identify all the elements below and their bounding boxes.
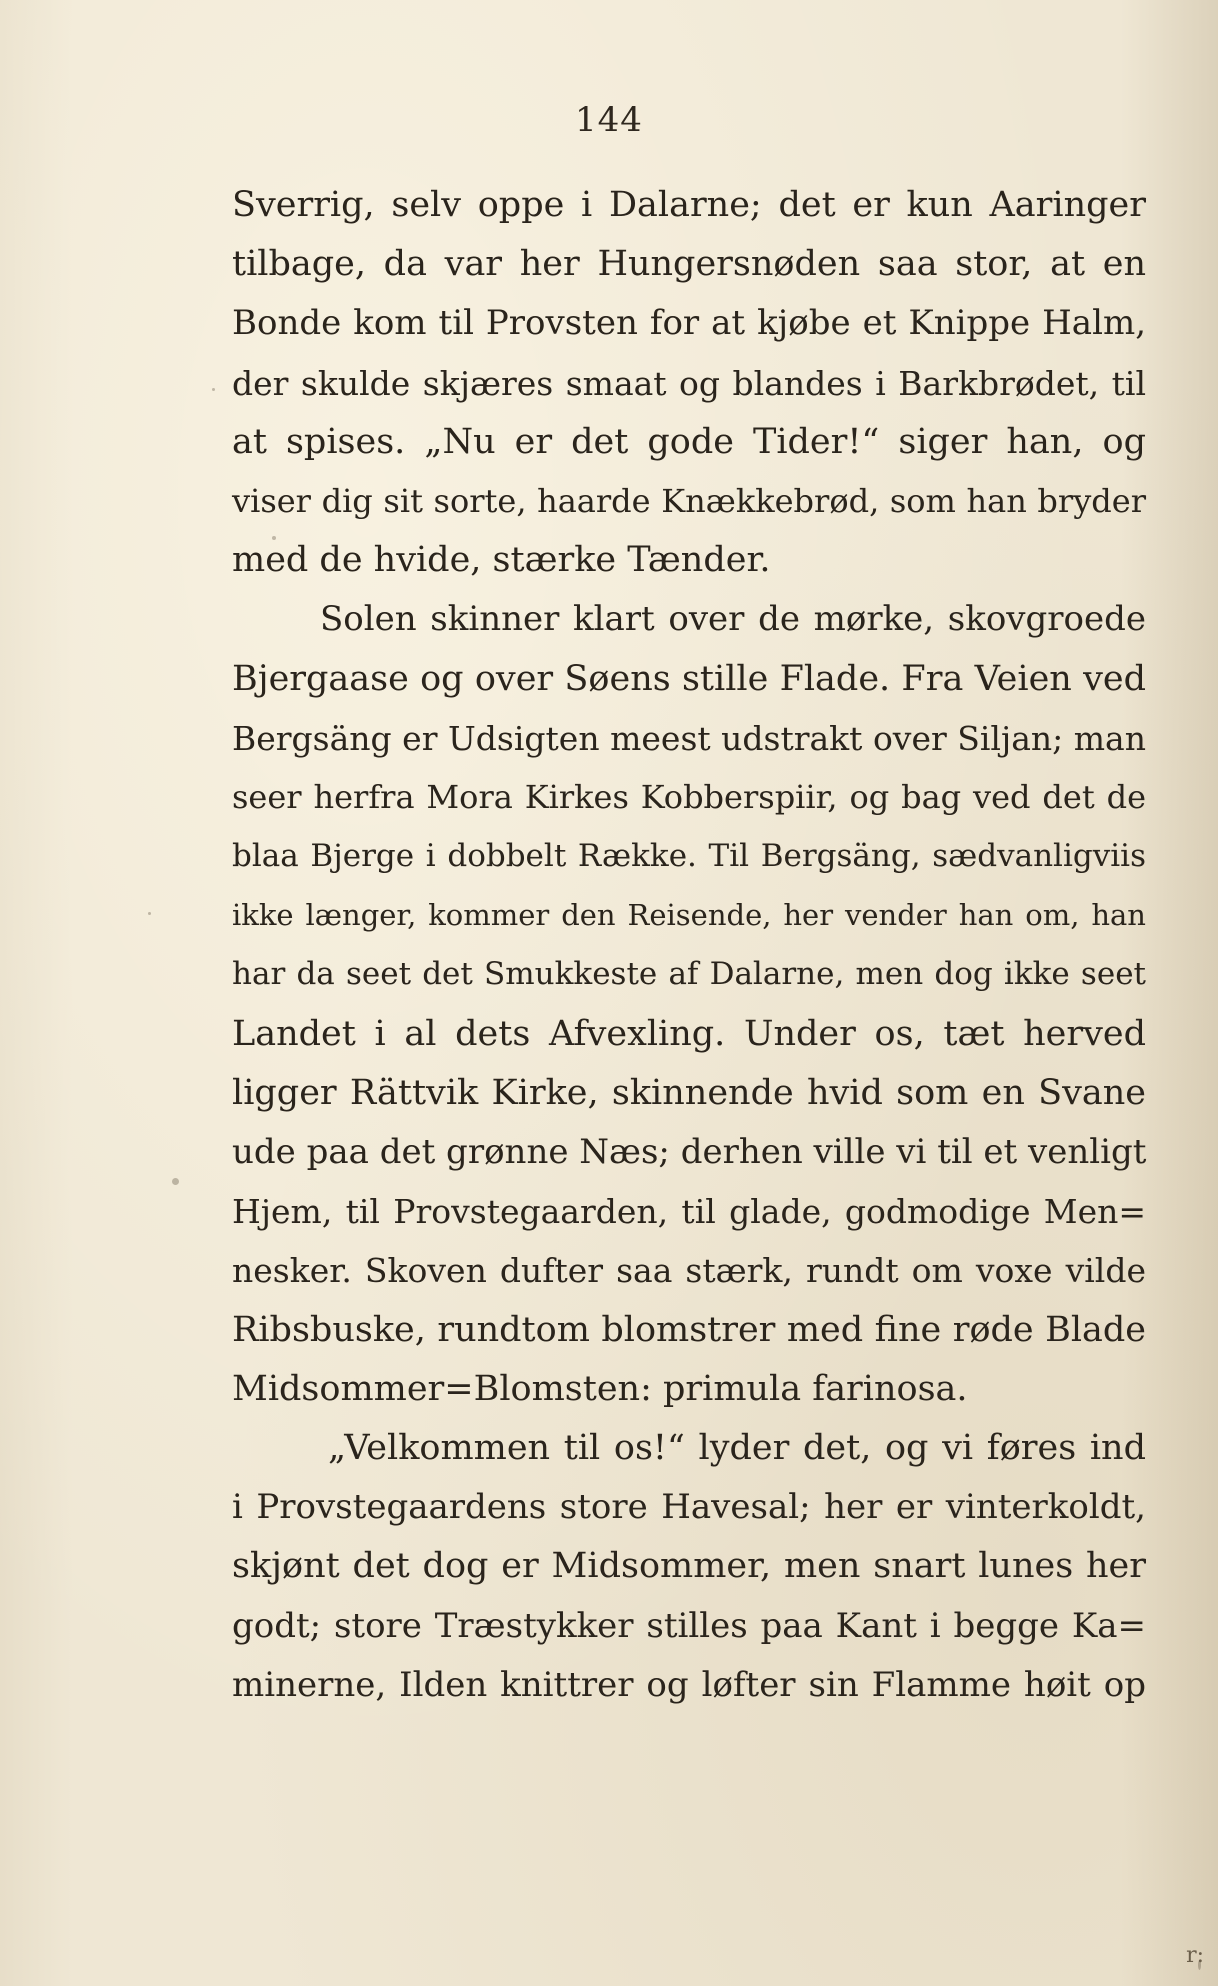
text-line: seer herfra Mora Kirkes Kobberspiir, og bag ved det de — [232, 777, 1146, 816]
text-line: minerne, Ilden knittrer og løfter sin Flamme høit op — [232, 1664, 1146, 1705]
text-line: i Provstegaardens store Havesal; her er vinterkoldt, — [232, 1487, 1146, 1528]
text-line: ligger Rättvik Kirke, skinnende hvid som en Svane — [232, 1072, 1146, 1113]
paper-speck — [172, 1178, 179, 1185]
paper-speck — [212, 388, 215, 391]
page-number: 144 — [575, 100, 643, 140]
text-line: Hjem, til Provstegaarden, til glade, godmodige Men= — [232, 1192, 1146, 1232]
text-line: har da seet det Smukkeste af Dalarne, men dog ikke seet — [232, 956, 1146, 993]
text-line: ude paa det grønne Næs; derhen ville vi til et venligt — [232, 1132, 1147, 1172]
paragraph-start-line: „Velkommen til os!“ lyder det, og vi føres ind — [328, 1427, 1146, 1468]
text-line: tilbage, da var her Hungersnøden saa stor, at en — [232, 244, 1146, 285]
paragraph-end-line: med de hvide, stærke Tænder. — [232, 540, 771, 581]
paragraph-start-line: Solen skinner klart over de mørke, skovgroede — [320, 599, 1146, 640]
text-line: viser dig sit sorte, haarde Knækkebrød, som han bryder — [232, 481, 1146, 520]
body-text — [232, 176, 1146, 1715]
text-line: blaa Bjerge i dobbelt Række. Til Bergsäng, sædvanligviis — [232, 838, 1146, 875]
text-line: Ribsbuske, rundtom blomstrer med fine røde Blade — [232, 1309, 1146, 1350]
edge-mark: r: — [1186, 1943, 1204, 1968]
text-line: der skulde skjæres smaat og blandes i Barkbrødet, til — [232, 363, 1146, 403]
text-line: Sverrig, selv oppe i Dalarne; det er kun Aaringer — [232, 185, 1146, 225]
text-line: nesker. Skoven dufter saa stærk, rundt om voxe vilde — [232, 1251, 1146, 1291]
text-line: at spises. „Nu er det gode Tider!“ siger han, og — [232, 421, 1146, 462]
paragraph-end-line: Midsommer=Blomsten: primula farinosa. — [232, 1368, 968, 1409]
text-line: Bergsäng er Udsigten meest udstrakt over Siljan; man — [232, 718, 1146, 758]
text-line: Bjergaase og over Søens stille Flade. Fra Veien ved — [232, 658, 1146, 699]
text-line: Landet i al dets Afvexling. Under os, tæt herved — [232, 1013, 1146, 1054]
text-line: skjønt det dog er Midsommer, men snart lunes her — [232, 1546, 1146, 1587]
paper-speck — [148, 912, 151, 915]
paper-speck — [272, 536, 276, 540]
text-line: ikke længer, kommer den Reisende, her vender han om, han — [232, 898, 1146, 933]
text-line: godt; store Træstykker stilles paa Kant i begge Ka= — [232, 1605, 1146, 1646]
text-line: Bonde kom til Provsten for at kjøbe et Knippe Halm, — [232, 303, 1146, 344]
